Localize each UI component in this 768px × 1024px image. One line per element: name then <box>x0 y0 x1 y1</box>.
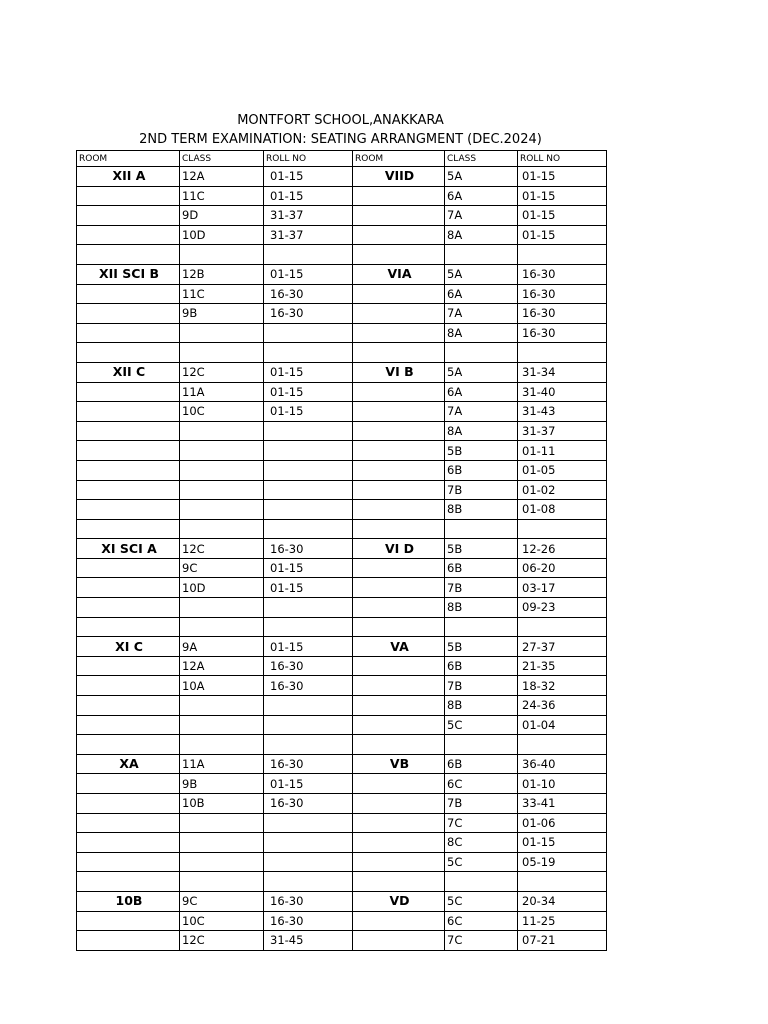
roll-no-cell: 16-30 <box>518 304 607 324</box>
room-cell <box>353 617 445 637</box>
room-cell <box>77 578 180 598</box>
class-cell: 9C <box>180 891 264 911</box>
room-cell <box>77 735 180 755</box>
table-row <box>77 891 607 911</box>
class-cell: 10B <box>180 794 264 814</box>
class-cell <box>445 617 518 637</box>
room-cell <box>77 833 180 853</box>
class-cell: 9B <box>180 304 264 324</box>
room-cell <box>353 519 445 539</box>
class-cell: 8C <box>445 833 518 853</box>
class-cell <box>180 852 264 872</box>
room-cell: XI C <box>77 637 180 657</box>
table-row <box>77 774 607 794</box>
table-row <box>77 304 607 324</box>
class-cell <box>180 441 264 461</box>
roll-no-cell: 01-15 <box>264 402 353 422</box>
class-cell: 12A <box>180 656 264 676</box>
class-cell <box>445 519 518 539</box>
roll-no-cell <box>264 735 353 755</box>
roll-no-cell: 16-30 <box>264 891 353 911</box>
class-cell: 10C <box>180 911 264 931</box>
roll-no-cell: 01-08 <box>518 500 607 520</box>
class-cell: 7B <box>445 794 518 814</box>
roll-no-cell <box>264 598 353 618</box>
roll-no-cell <box>518 735 607 755</box>
roll-no-cell: 09-23 <box>518 598 607 618</box>
room-cell <box>353 382 445 402</box>
class-cell: 5C <box>445 852 518 872</box>
roll-no-cell: 18-32 <box>518 676 607 696</box>
class-cell <box>445 245 518 265</box>
room-cell <box>77 696 180 716</box>
roll-no-cell: 01-15 <box>264 362 353 382</box>
class-cell: 6B <box>445 558 518 578</box>
class-cell: 12C <box>180 931 264 951</box>
room-cell <box>353 304 445 324</box>
class-cell: 11C <box>180 186 264 206</box>
room-cell <box>353 931 445 951</box>
roll-no-cell: 20-34 <box>518 891 607 911</box>
roll-no-cell: 01-15 <box>264 558 353 578</box>
room-cell <box>353 911 445 931</box>
class-cell: 6A <box>445 186 518 206</box>
roll-no-cell <box>264 480 353 500</box>
table-row <box>77 402 607 422</box>
room-cell <box>77 519 180 539</box>
roll-no-cell <box>264 245 353 265</box>
roll-no-cell <box>264 852 353 872</box>
room-cell <box>353 441 445 461</box>
room-cell <box>77 617 180 637</box>
class-cell: 5A <box>445 362 518 382</box>
table-row <box>77 558 607 578</box>
room-cell <box>353 343 445 363</box>
room-cell <box>77 774 180 794</box>
table-row <box>77 833 607 853</box>
class-cell: 9C <box>180 558 264 578</box>
table-row <box>77 813 607 833</box>
class-cell <box>180 813 264 833</box>
room-cell: XII A <box>77 167 180 187</box>
room-cell <box>353 206 445 226</box>
roll-no-cell <box>264 813 353 833</box>
class-cell <box>180 735 264 755</box>
table-row <box>77 539 607 559</box>
class-cell <box>180 872 264 892</box>
roll-no-cell: 36-40 <box>518 754 607 774</box>
room-cell <box>353 696 445 716</box>
class-cell <box>180 696 264 716</box>
class-cell: 6C <box>445 911 518 931</box>
roll-no-cell: 07-21 <box>518 931 607 951</box>
table-row <box>77 186 607 206</box>
room-cell <box>77 186 180 206</box>
class-cell: 12C <box>180 362 264 382</box>
roll-no-cell: 16-30 <box>264 539 353 559</box>
table-row <box>77 519 607 539</box>
school-name: MONTFORT SCHOOL,ANAKKARA <box>237 113 444 128</box>
roll-no-cell: 01-06 <box>518 813 607 833</box>
roll-no-cell <box>264 872 353 892</box>
class-cell: 5A <box>445 167 518 187</box>
class-cell: 8B <box>445 696 518 716</box>
class-cell <box>180 617 264 637</box>
class-cell: 6A <box>445 284 518 304</box>
table-row <box>77 598 607 618</box>
room-cell <box>353 245 445 265</box>
roll-no-cell: 21-35 <box>518 656 607 676</box>
roll-no-cell: 24-36 <box>518 696 607 716</box>
class-cell: 9A <box>180 637 264 657</box>
roll-no-cell: 01-15 <box>264 186 353 206</box>
table-row <box>77 676 607 696</box>
class-cell: 5B <box>445 637 518 657</box>
table-row <box>77 578 607 598</box>
roll-no-cell: 01-15 <box>264 264 353 284</box>
roll-no-cell <box>264 715 353 735</box>
room-cell: XII SCI B <box>77 264 180 284</box>
roll-no-cell: 31-45 <box>264 931 353 951</box>
room-cell <box>353 284 445 304</box>
class-cell <box>445 343 518 363</box>
roll-no-cell: 31-40 <box>518 382 607 402</box>
roll-no-cell: 11-25 <box>518 911 607 931</box>
room-cell <box>77 931 180 951</box>
class-cell: 6A <box>445 382 518 402</box>
room-cell <box>77 656 180 676</box>
room-cell <box>353 656 445 676</box>
class-cell: 7C <box>445 931 518 951</box>
room-cell <box>353 323 445 343</box>
table-row <box>77 637 607 657</box>
table-row <box>77 735 607 755</box>
roll-no-cell: 31-43 <box>518 402 607 422</box>
roll-no-cell: 01-02 <box>518 480 607 500</box>
class-cell: 5A <box>445 264 518 284</box>
class-cell: 7B <box>445 676 518 696</box>
room-cell <box>77 441 180 461</box>
room-cell <box>77 676 180 696</box>
room-cell <box>353 794 445 814</box>
class-cell: 9B <box>180 774 264 794</box>
table-row <box>77 323 607 343</box>
table-row <box>77 421 607 441</box>
roll-no-cell <box>264 500 353 520</box>
roll-no-cell: 31-37 <box>264 206 353 226</box>
room-cell: VIID <box>353 167 445 187</box>
table-row <box>77 794 607 814</box>
table-row <box>77 656 607 676</box>
room-cell <box>77 598 180 618</box>
class-cell: 10C <box>180 402 264 422</box>
room-cell <box>353 460 445 480</box>
table-row <box>77 382 607 402</box>
column-header: CLASS <box>445 151 518 167</box>
roll-no-cell <box>264 460 353 480</box>
room-cell: VIA <box>353 264 445 284</box>
room-cell <box>77 343 180 363</box>
room-cell <box>77 852 180 872</box>
class-cell <box>180 245 264 265</box>
room-cell <box>77 284 180 304</box>
room-cell <box>353 558 445 578</box>
room-cell <box>353 715 445 735</box>
class-cell: 5B <box>445 441 518 461</box>
room-cell <box>77 245 180 265</box>
room-cell <box>77 323 180 343</box>
table-row <box>77 754 607 774</box>
room-cell <box>77 382 180 402</box>
roll-no-cell: 16-30 <box>264 754 353 774</box>
table-row <box>77 480 607 500</box>
class-cell <box>180 480 264 500</box>
class-cell: 10D <box>180 225 264 245</box>
class-cell: 7A <box>445 206 518 226</box>
class-cell <box>180 598 264 618</box>
exam-title: 2ND TERM EXAMINATION: SEATING ARRANGMENT (DEC.2024) <box>139 132 542 147</box>
class-cell: 11C <box>180 284 264 304</box>
room-cell <box>353 735 445 755</box>
roll-no-cell: 16-30 <box>264 911 353 931</box>
room-cell <box>353 402 445 422</box>
room-cell <box>353 421 445 441</box>
roll-no-cell: 01-15 <box>264 637 353 657</box>
room-cell <box>77 402 180 422</box>
roll-no-cell <box>518 343 607 363</box>
roll-no-cell <box>264 696 353 716</box>
room-cell <box>353 872 445 892</box>
room-cell <box>77 558 180 578</box>
column-header: ROLL NO <box>518 151 607 167</box>
class-cell: 7C <box>445 813 518 833</box>
roll-no-cell: 16-30 <box>264 284 353 304</box>
room-cell <box>77 225 180 245</box>
table-row <box>77 225 607 245</box>
roll-no-cell: 01-04 <box>518 715 607 735</box>
roll-no-cell: 27-37 <box>518 637 607 657</box>
room-cell <box>77 460 180 480</box>
room-cell <box>353 500 445 520</box>
class-cell: 6B <box>445 754 518 774</box>
room-cell <box>353 852 445 872</box>
roll-no-cell <box>518 519 607 539</box>
roll-no-cell: 16-30 <box>518 284 607 304</box>
room-cell <box>353 578 445 598</box>
class-cell: 11A <box>180 382 264 402</box>
class-cell: 7A <box>445 402 518 422</box>
class-cell: 6C <box>445 774 518 794</box>
table-row <box>77 500 607 520</box>
room-cell <box>77 872 180 892</box>
class-cell: 9D <box>180 206 264 226</box>
table-row <box>77 441 607 461</box>
roll-no-cell <box>518 872 607 892</box>
room-cell: XII C <box>77 362 180 382</box>
class-cell: 6B <box>445 656 518 676</box>
roll-no-cell: 16-30 <box>264 676 353 696</box>
roll-no-cell: 01-10 <box>518 774 607 794</box>
room-cell <box>77 480 180 500</box>
room-cell <box>353 598 445 618</box>
class-cell <box>180 460 264 480</box>
table-row <box>77 167 607 187</box>
room-cell <box>353 774 445 794</box>
roll-no-cell <box>518 617 607 637</box>
class-cell: 12A <box>180 167 264 187</box>
class-cell <box>445 735 518 755</box>
room-cell: VA <box>353 637 445 657</box>
table-row <box>77 852 607 872</box>
roll-no-cell: 16-30 <box>264 794 353 814</box>
roll-no-cell: 01-15 <box>264 382 353 402</box>
roll-no-cell: 01-15 <box>518 186 607 206</box>
class-cell: 5C <box>445 715 518 735</box>
table-row <box>77 206 607 226</box>
roll-no-cell: 31-37 <box>518 421 607 441</box>
table-row <box>77 911 607 931</box>
room-cell <box>77 715 180 735</box>
class-cell: 8B <box>445 598 518 618</box>
roll-no-cell: 31-37 <box>264 225 353 245</box>
class-cell: 12C <box>180 539 264 559</box>
room-cell: XI SCI A <box>77 539 180 559</box>
class-cell: 10A <box>180 676 264 696</box>
roll-no-cell <box>264 617 353 637</box>
room-cell <box>77 500 180 520</box>
table-row <box>77 460 607 480</box>
roll-no-cell: 01-15 <box>264 578 353 598</box>
room-cell <box>353 813 445 833</box>
roll-no-cell: 01-05 <box>518 460 607 480</box>
class-cell: 8A <box>445 225 518 245</box>
table-row <box>77 617 607 637</box>
roll-no-cell: 01-15 <box>518 206 607 226</box>
room-cell <box>77 206 180 226</box>
roll-no-cell: 05-19 <box>518 852 607 872</box>
class-cell: 11A <box>180 754 264 774</box>
roll-no-cell: 01-11 <box>518 441 607 461</box>
table-row <box>77 715 607 735</box>
class-cell: 7B <box>445 480 518 500</box>
class-cell: 12B <box>180 264 264 284</box>
room-cell <box>353 225 445 245</box>
roll-no-cell <box>518 245 607 265</box>
roll-no-cell: 33-41 <box>518 794 607 814</box>
roll-no-cell: 16-30 <box>518 264 607 284</box>
seating-table <box>76 150 607 951</box>
table-row <box>77 931 607 951</box>
room-cell <box>77 813 180 833</box>
room-cell <box>77 794 180 814</box>
room-cell: VD <box>353 891 445 911</box>
table-row <box>77 362 607 382</box>
class-cell: 8A <box>445 323 518 343</box>
roll-no-cell: 12-26 <box>518 539 607 559</box>
table-row <box>77 284 607 304</box>
column-header: CLASS <box>180 151 264 167</box>
roll-no-cell <box>264 323 353 343</box>
roll-no-cell: 01-15 <box>264 167 353 187</box>
class-cell: 7A <box>445 304 518 324</box>
table-row <box>77 872 607 892</box>
class-cell <box>180 323 264 343</box>
class-cell <box>180 500 264 520</box>
roll-no-cell: 16-30 <box>518 323 607 343</box>
room-cell <box>353 480 445 500</box>
roll-no-cell: 16-30 <box>264 304 353 324</box>
room-cell: VI B <box>353 362 445 382</box>
room-cell: XA <box>77 754 180 774</box>
roll-no-cell: 16-30 <box>264 656 353 676</box>
room-cell <box>353 833 445 853</box>
roll-no-cell: 06-20 <box>518 558 607 578</box>
room-cell: VI D <box>353 539 445 559</box>
class-cell: 8B <box>445 500 518 520</box>
class-cell <box>180 715 264 735</box>
class-cell: 5C <box>445 891 518 911</box>
roll-no-cell <box>264 343 353 363</box>
roll-no-cell: 01-15 <box>518 225 607 245</box>
class-cell: 7B <box>445 578 518 598</box>
column-header: ROOM <box>77 151 180 167</box>
table-row <box>77 696 607 716</box>
roll-no-cell: 01-15 <box>264 774 353 794</box>
column-header: ROLL NO <box>264 151 353 167</box>
class-cell: 8A <box>445 421 518 441</box>
roll-no-cell <box>264 833 353 853</box>
class-cell <box>180 343 264 363</box>
header-row <box>77 151 607 167</box>
class-cell <box>180 421 264 441</box>
room-cell: VB <box>353 754 445 774</box>
class-cell: 6B <box>445 460 518 480</box>
class-cell <box>180 833 264 853</box>
table-row <box>77 264 607 284</box>
roll-no-cell <box>264 421 353 441</box>
room-cell <box>353 186 445 206</box>
table-row <box>77 245 607 265</box>
room-cell <box>353 676 445 696</box>
room-cell <box>77 911 180 931</box>
class-cell: 10D <box>180 578 264 598</box>
roll-no-cell <box>264 441 353 461</box>
roll-no-cell: 03-17 <box>518 578 607 598</box>
class-cell: 5B <box>445 539 518 559</box>
roll-no-cell: 01-15 <box>518 833 607 853</box>
room-cell <box>77 304 180 324</box>
class-cell <box>180 519 264 539</box>
table-row <box>77 343 607 363</box>
column-header: ROOM <box>353 151 445 167</box>
roll-no-cell: 01-15 <box>518 167 607 187</box>
room-cell <box>77 421 180 441</box>
room-cell: 10B <box>77 891 180 911</box>
roll-no-cell: 31-34 <box>518 362 607 382</box>
class-cell <box>445 872 518 892</box>
roll-no-cell <box>264 519 353 539</box>
